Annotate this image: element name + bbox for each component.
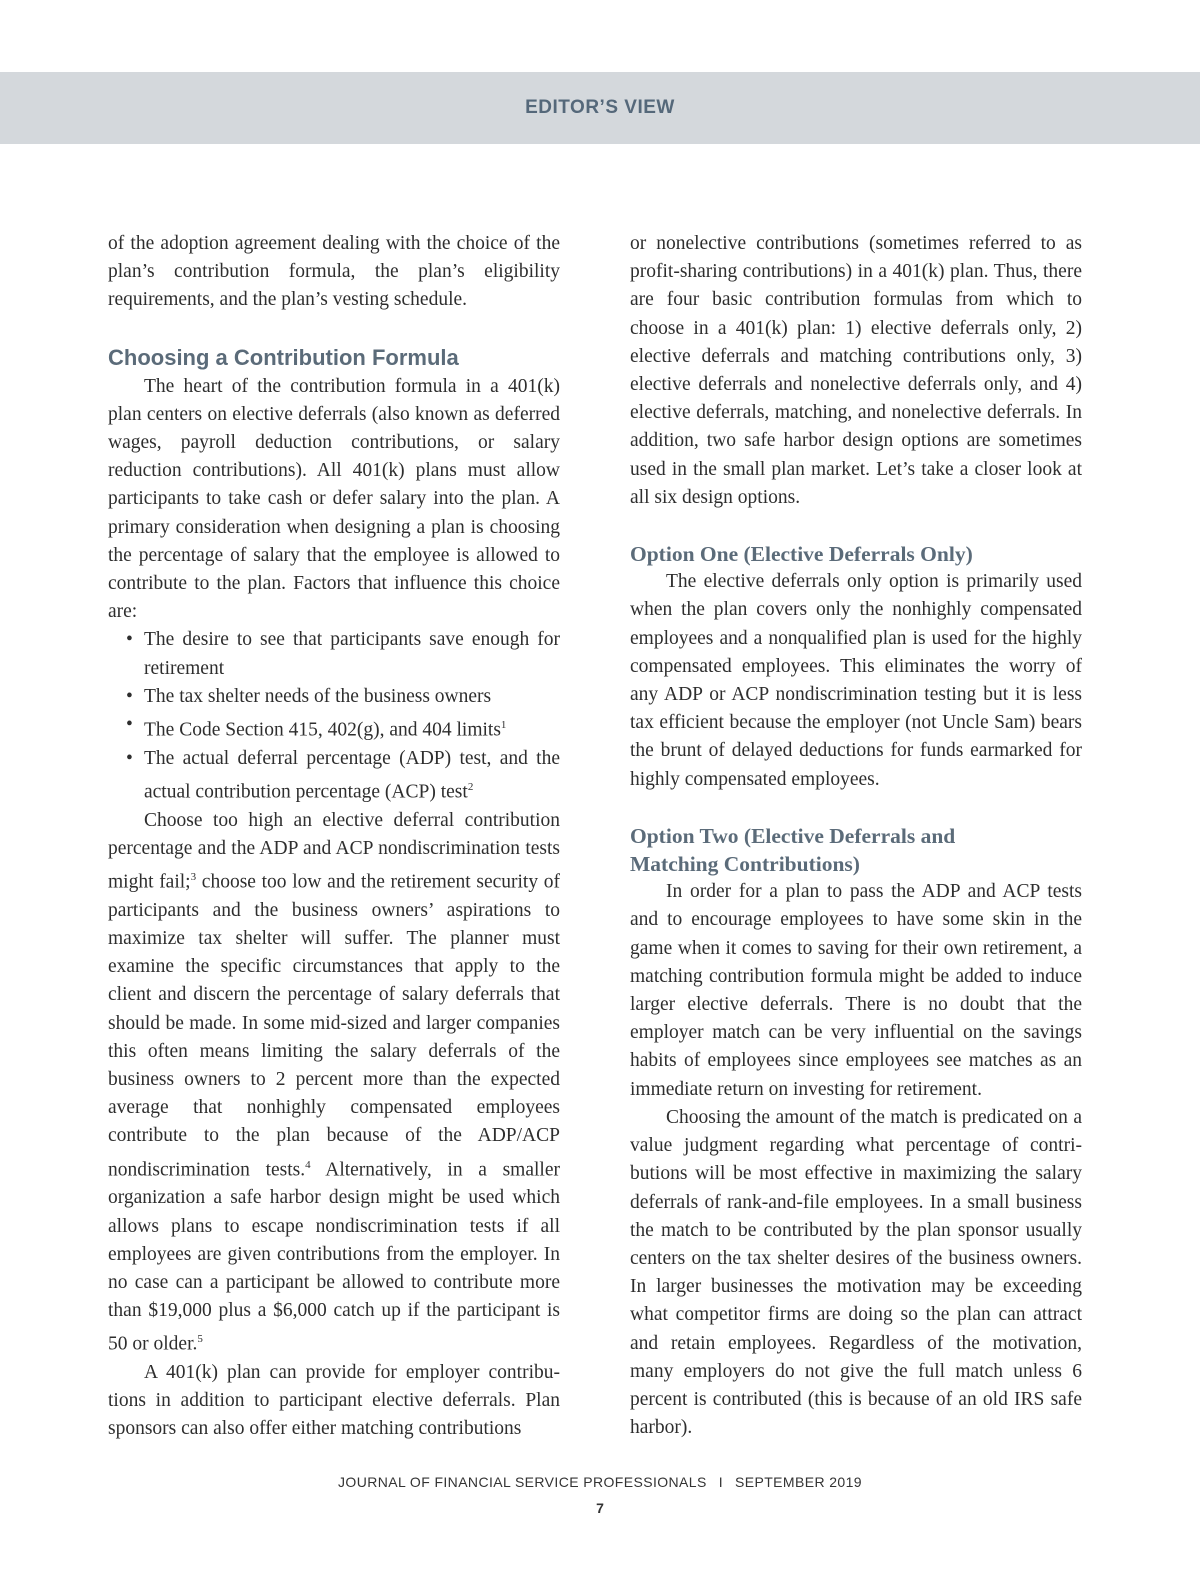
section-banner [0,72,1200,144]
bullet-icon: • [126,747,133,769]
body-paragraph: A 401(k) plan can provide for employer contributions in addition to participant elective deferrals. Plan sponsors can also offer either matching contributions [108,1362,560,1440]
body-paragraph: Choosing the amount of the match is predicated on a value judgment regarding what percentage of contributions will be most effective in maximizing the salary deferrals of rank-and-file employees. In a small business the match to be contributed by the plan sponsor usually centers on the tax shelter desires of the business owners. In larger businesses the motivation may be exceeding what competitor firms are doing so the plan can attract and retain employees. Regardless of the motivation, many employers do not give the full match unless 6 percent is contributed (this is because of an old IRS safe harbor). [630,1106,1082,1439]
footnote-ref: 3 [190,871,197,884]
body-paragraph: The elective deferrals only option is primarily used when the plan covers only the nonhighly compensated employees and a nonqualified plan is used for the highly compensated employees. This eliminates the worry of any ADP or ACP nondiscrimination testing but it is less tax efficient because the employer (not Uncle Sam) bears the brunt of delayed deductions for funds earmarked for highly compensated employees. [630,571,1082,790]
section-heading: Choosing a Contribution Formula [108,344,459,370]
bullet-icon: • [126,714,133,736]
section-label: EDITOR’S VIEW [525,97,675,118]
list-item: • The Code Section 415, 402(g), and 404 limits$^1$ [108,711,560,745]
bullet-icon: • [126,629,133,651]
intro-paragraph: or nonelective contributions (sometimes referred to as profit-sharing contributions) in a 401(k) plan. Thus, there are four basic contribution formulas from which to choose in a 401(k) plan: 1) elective deferrals only, 2) elective deferrals and matching contributions only, 3) elective deferrals and nonelective deferrals only, and 4) elective deferrals, matching, and nonelective deferrals. In addition, two safe harbor design options are sometimes used in the small plan market. Let’s take a closer look at all six design options. [630,233,1082,508]
list-item: • The actual deferral percentage (ADP) test, and the actual contribution percentage (ACP) test$^2$ [108,745,560,807]
page-footer [0,1474,1200,1490]
journal-name: JOURNAL OF FINANCIAL SERVICE PROFESSIONALS [338,1474,707,1490]
footnote-ref: 4 [305,1158,311,1171]
list-item: • The desire to see that participants save enough for retirement [108,626,560,682]
footnote-ref: 2 [467,780,474,793]
option-two-heading: Option Two (Elective Deferrals and Matching Contributions) [630,823,956,877]
page-number: 7 [596,1500,604,1516]
bullet-icon: • [126,685,133,707]
issue-date: SEPTEMBER 2019 [735,1474,862,1490]
intro-paragraph: of the adoption agreement dealing with the choice of the plan’s contribution formula, the plan’s eligibility requirements, and the plan’s vesting schedule. [108,233,560,311]
body-paragraph: The heart of the contribution formula in a 401(k) plan centers on elective deferrals (also known as deferred wages, payroll deduction contributions, or salary reduction contributions). All 401(k) plans must allow participants to take cash or defer salary into the plan. A primary consideration when designing a plan is choosing the percentage of salary that the employee is allowed to contribute to the plan. Factors that influence this choice are: [108,375,560,623]
footnote-ref: 1 [500,719,507,732]
body-paragraph: In order for a plan to pass the ADP and ACP tests and to encourage employees to have some skin in the game when it comes to saving for their own retirement, a matching contribution formula might be added to induce larger elective deferrals. There is no doubt that the employer match can be very influential on the savings habits of employees since employees see matches as an immediate return on investing for retirement. [630,881,1082,1100]
footer-separator: I [718,1474,723,1490]
list-item: • The tax shelter needs of the business owners [108,683,560,711]
footnote-ref: 5 [197,1333,203,1346]
body-paragraph: Choose too high an elective deferral contribution percentage and the ADP and ACP nondiscrimination tests might fail;$^3$ choose too low and the retirement security of participants and the business owners’ aspirations to maximize tax shelter will suffer. The planner must examine the specific circumstances that apply to the client and discern the percentage of salary deferrals that should be made. In some mid-sized and larger companies this often means limiting the salary deferrals of the business owners to 2 percent more than the expected average that nonhighly compensated employees contribute to the plan because of the ADP/ACP nondiscrimination tests.$^4$ Alternatively, in a smaller organization a safe harbor design might be used which allows plans to escape nondiscrimination tests if all employees are given contributions from the employer. In no case can a participant be allowed to contribute more than $19,000 plus a $6,000 catch up if the participant is 50 or older.$^5$ [108,809,561,1355]
factor-list [108,626,560,806]
right-column [630,230,1082,1442]
option-one-heading: Option One (Elective Deferrals Only) [630,542,973,567]
left-column [108,230,560,1444]
